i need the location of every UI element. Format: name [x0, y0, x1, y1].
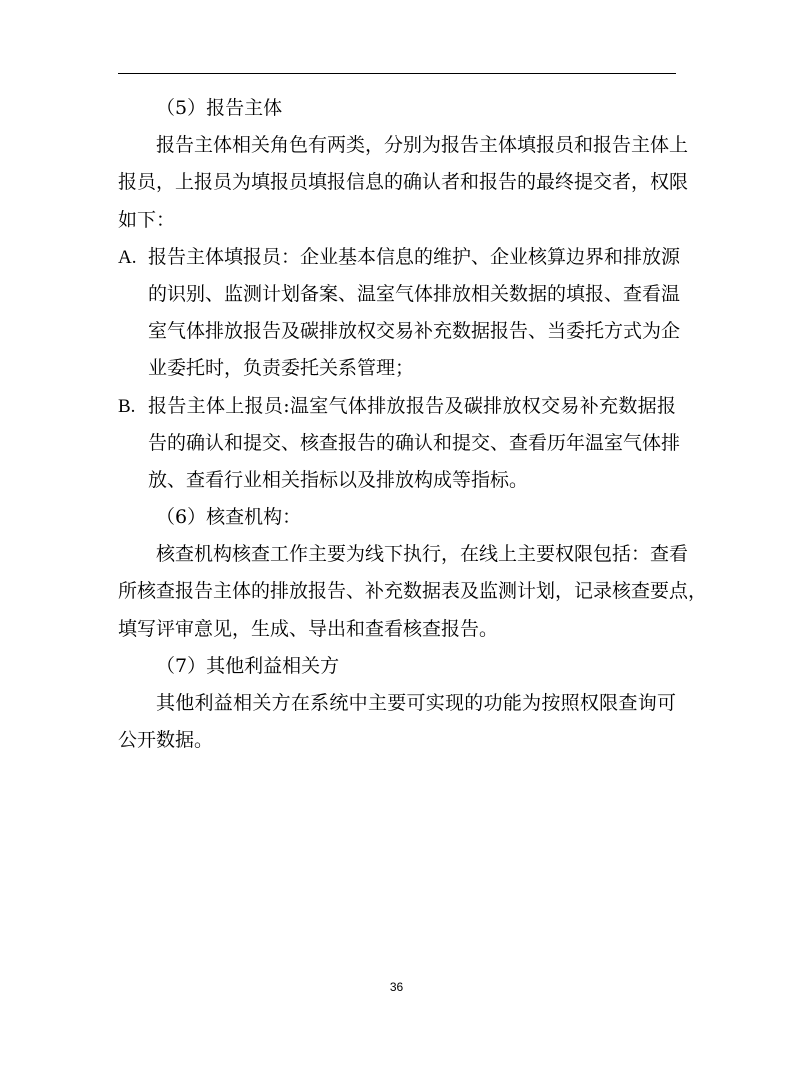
- paragraph-line: 公开数据。: [118, 729, 214, 752]
- page-number: 36: [389, 980, 404, 994]
- section-heading-7: （7）其他利益相关方: [156, 654, 340, 677]
- paragraph-line: 如下：: [118, 208, 176, 231]
- paragraph-line: 报员，上报员为填报员填报信息的确认者和报告的最终提交者，权限: [118, 171, 689, 194]
- paragraph-line: 填写评审意见，生成、导出和查看核查报告。: [118, 617, 499, 640]
- paragraph-line: 其他利益相关方在系统中主要可实现的功能为按照权限查询可: [156, 692, 676, 714]
- section-heading-6: （6）核查机构：: [156, 506, 302, 529]
- paragraph-line: 所核查报告主体的排放报告、补充数据表及监测计划，记录核查要点，: [118, 580, 708, 603]
- list-item-a-line: 业委托时，负责委托关系管理；: [148, 357, 415, 380]
- list-item-a-line: 报告主体填报员：企业基本信息的维护、企业核算边界和排放源: [148, 245, 681, 268]
- document-body: [118, 90, 708, 759]
- paragraph-line: 报告主体相关角色有两类，分别为报告主体填报员和报告主体上: [156, 134, 689, 157]
- list-item-b: [118, 388, 676, 425]
- list-marker-b: B.: [118, 395, 136, 417]
- section-heading-5: （5）报告主体: [156, 97, 283, 119]
- list-item-b-line: 放、查看行业相关指标以及排放构成等指标。: [148, 468, 529, 491]
- list-item-a-line: 室气体排放报告及碳排放权交易补充数据报告、当委托方式为企: [148, 320, 681, 343]
- list-item-a: [118, 239, 681, 276]
- list-item-b-line: 告的确认和提交、核查报告的确认和提交、查看历年温室气体排: [148, 431, 681, 454]
- header-rule: [118, 73, 676, 74]
- list-item-a-line: 的识别、监测计划备案、温室气体排放相关数据的填报、查看温: [148, 282, 681, 305]
- list-item-b-line: 报告主体上报员:温室气体排放报告及碳排放权交易补充数据报: [148, 394, 676, 417]
- list-marker-a: A.: [118, 246, 137, 268]
- paragraph-line: 核查机构核查工作主要为线下执行，在线上主要权限包括：查看: [156, 543, 689, 566]
